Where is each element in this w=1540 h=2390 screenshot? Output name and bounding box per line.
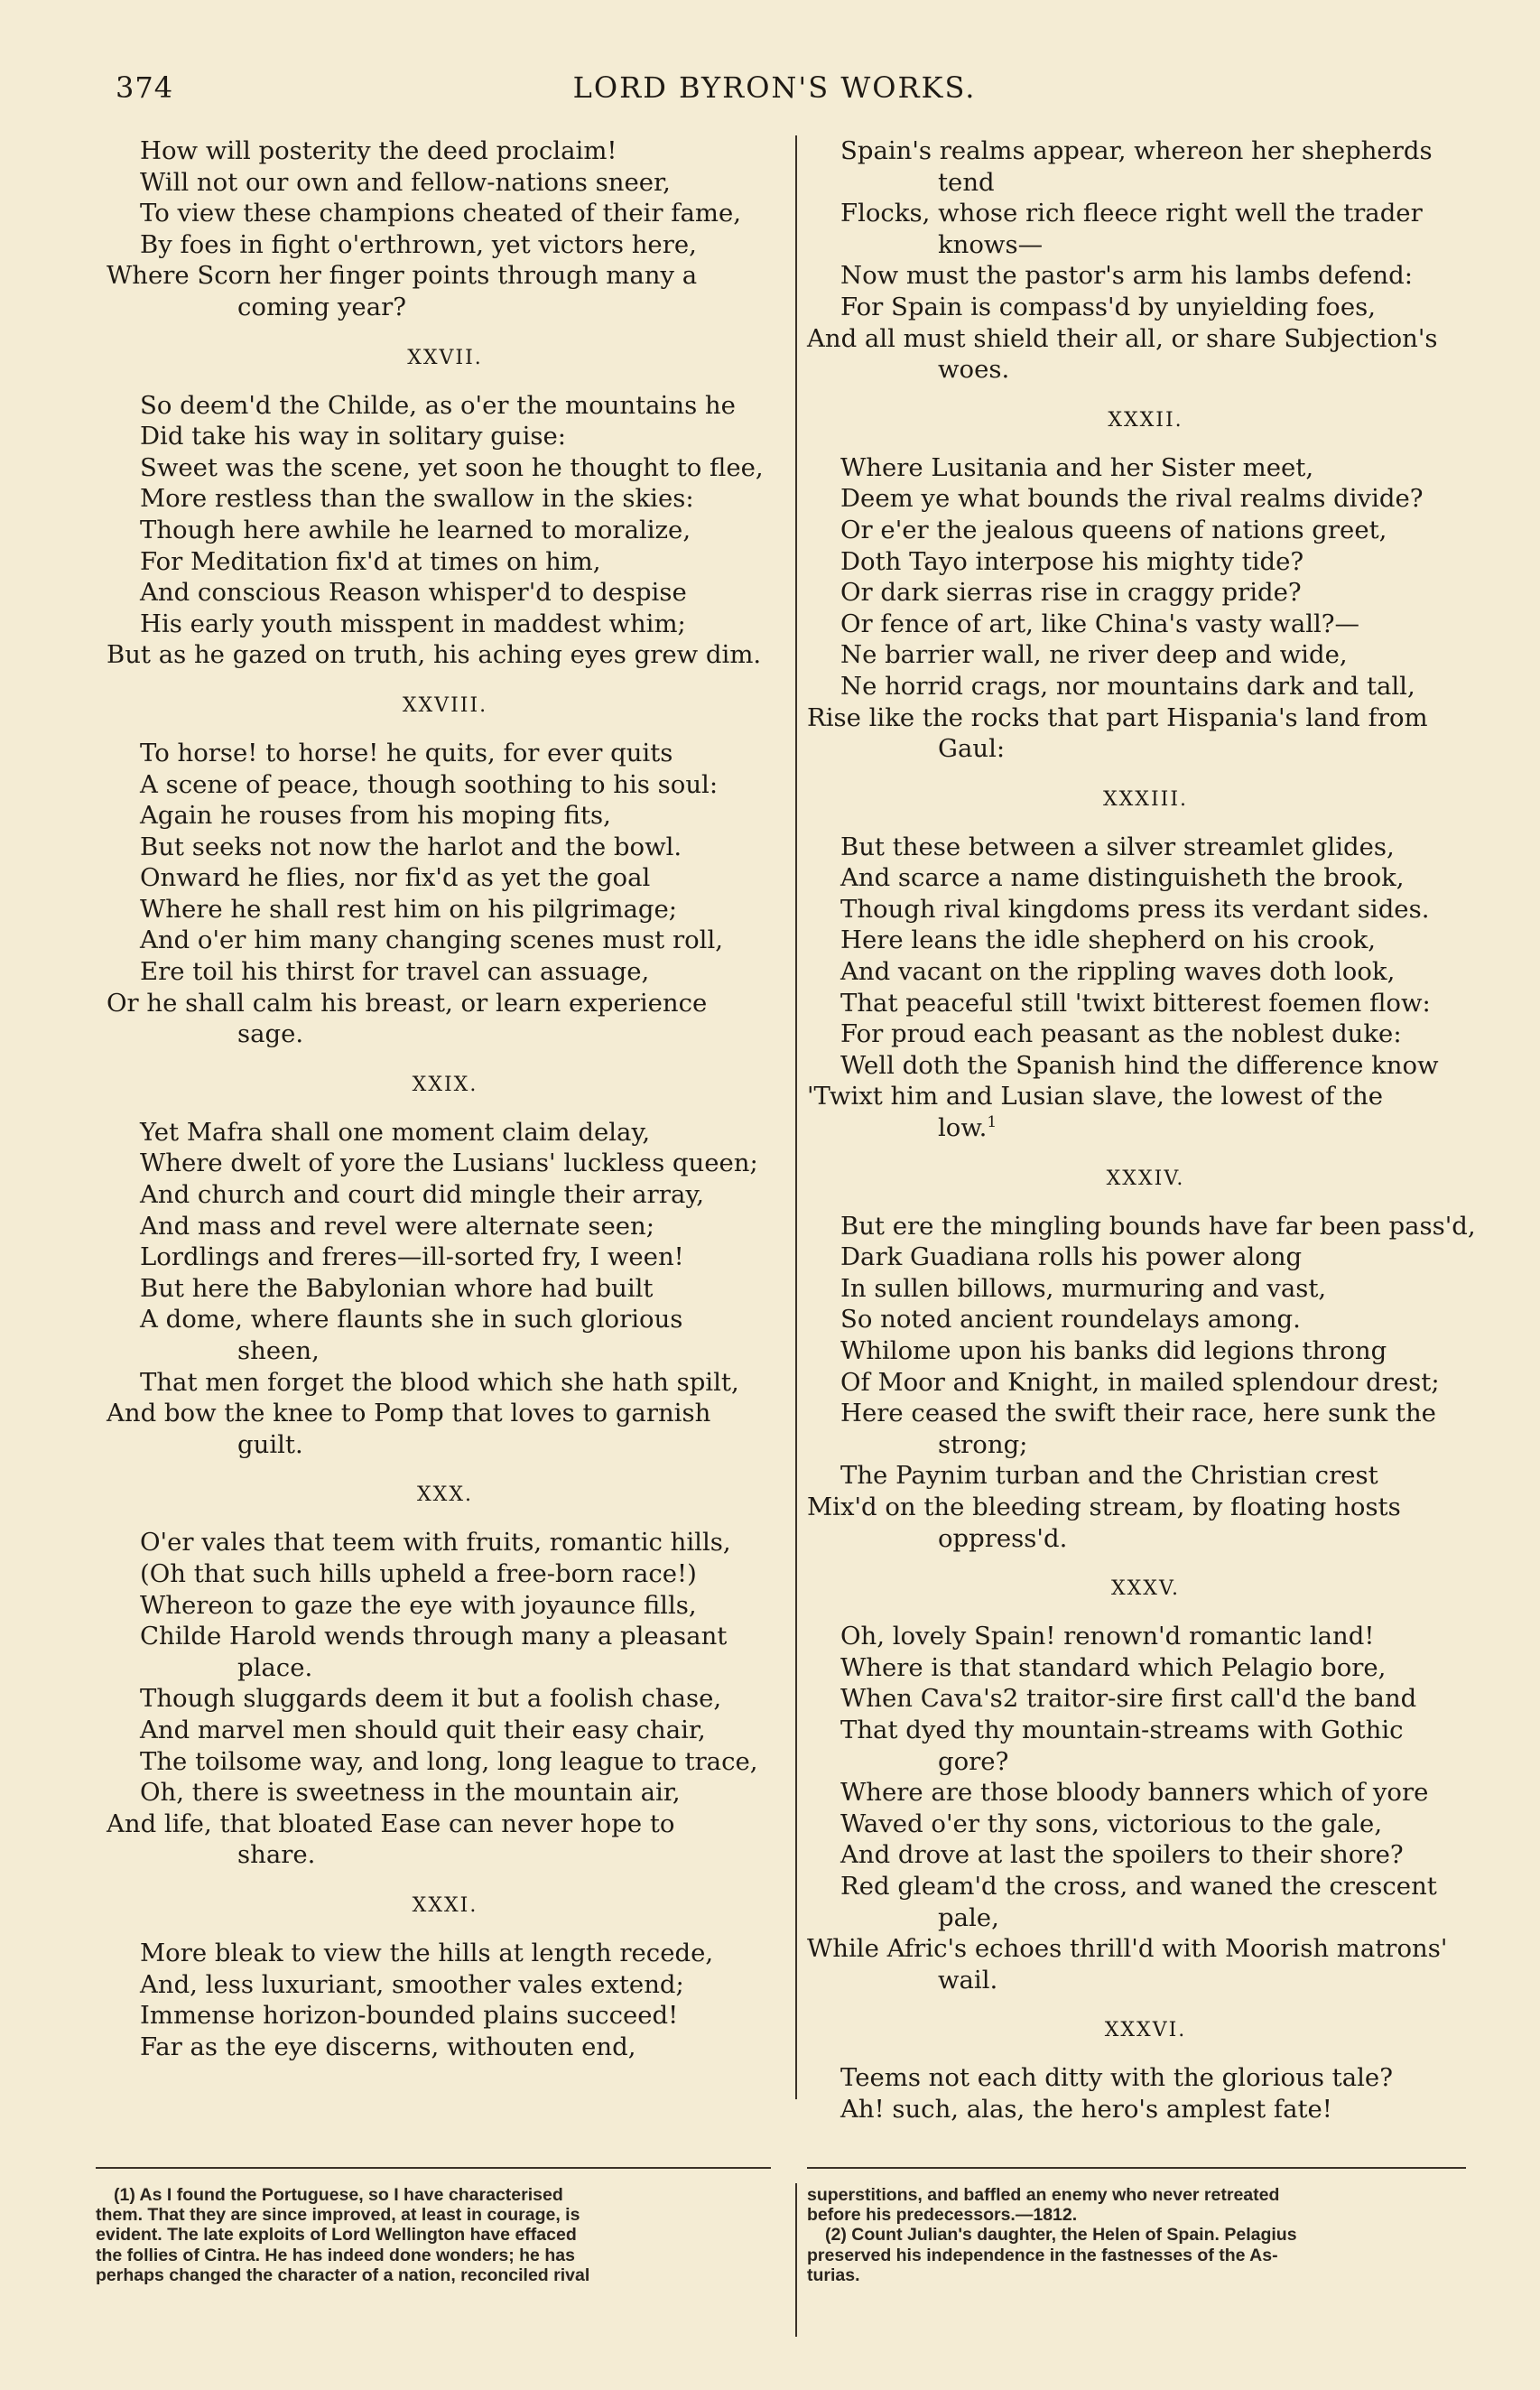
stanza-numeral: XXXV. [1110,1577,1181,1601]
footnote-line: the follies of Cintra. He has indeed done wonders; he has [96,2245,575,2265]
verse-line: But here the Babylonian whore had built [140,1273,654,1303]
verse-line: And life, that bloated Ease can never hope to [107,1809,675,1838]
verse-line: Yet Mafra shall one moment claim delay, [140,1117,651,1147]
verse-line: Though here awhile he learned to moralize, [140,515,691,544]
verse-line: Mix'd on the bleeding stream, by floating hosts [807,1492,1401,1521]
verse-line: So deem'd the Childe, as o'er the mountains he [140,390,736,420]
verse-line: Doth Tayo interpose his mighty tide? [840,546,1304,576]
verse-line: Though sluggards deem it but a foolish chase, [140,1684,722,1714]
verse-line: Where is that standard which Pelagio bore, [840,1652,1387,1682]
verse-line: Where dwelt of yore the Lusians' luckless queen; [140,1149,758,1178]
footnote-line: superstitions, and baffled an enemy who never retreated [807,2185,1280,2205]
page-header [116,70,1433,116]
verse-line: The Paynim turban and the Christian crest [840,1461,1378,1491]
verse-line-continuation: place. [237,1652,313,1682]
verse-line: To view these champions cheated of their fame, [140,199,741,228]
verse-line: That dyed thy mountain-streams with Gothic [840,1715,1404,1744]
footnote-column-divider [795,2183,797,2337]
verse-line: Spain's realms appear, whereon her shepherds [840,136,1433,165]
stanza-numeral: XXX. [417,1483,473,1507]
verse-line-continuation: sheen, [237,1336,320,1365]
verse-line: But ere the mingling bounds have far been pass'd, [840,1211,1476,1241]
verse-line: Whilome upon his banks did legions throng [840,1336,1387,1365]
stanza-numeral: XXXII. [1108,408,1183,432]
stanza-numeral: XXXIII. [1102,787,1189,811]
verse-line-continuation: Gaul: [938,734,1006,764]
footnote-line: preserved his independence in the fastnesses of the As- [807,2245,1278,2265]
footnote-rule [807,2167,1466,2169]
footnote-line: (2) Count Julian's daughter, the Helen of Spain. Pelagius [825,2225,1297,2246]
verse-line: Oh, lovely Spain! renown'd romantic land! [840,1622,1375,1651]
verse-line: Where Scorn her finger points through many a [107,261,698,291]
verse-line: And marvel men should quit their easy chair, [140,1715,706,1744]
footnote-line: them. That they are since improved, at least in courage, is [96,2205,580,2226]
verse-line: But seeks not now the harlot and the bowl. [140,832,682,861]
verse-line: And church and court did mingle their array, [140,1180,704,1210]
verse-line-continuation: gore? [938,1746,1009,1776]
stanza-numeral: XXVII. [407,346,483,369]
column-divider [795,135,797,2099]
verse-line-continuation: knows— [938,229,1044,259]
verse-line: Childe Harold wends through many a pleasant [140,1622,728,1651]
verse-line: Where he shall rest him on his pilgrimage; [140,894,678,924]
verse-line: And o'er him many changing scenes must roll, [140,925,724,955]
verse-line: Of Moor and Knight, in mailed splendour drest; [840,1367,1440,1397]
footnote-line: before his predecessors.—1812. [807,2205,1078,2226]
stanza-numeral: XXXI. [412,1893,478,1917]
verse-line: And, less luxuriant, smoother vales extend; [140,1969,684,1999]
verse-line: Or e'er the jealous queens of nations greet, [840,515,1387,544]
verse-line: So noted ancient roundelays among. [840,1305,1301,1334]
right-column [807,135,1484,2125]
verse-line-continuation: pale, [938,1902,999,1932]
verse-line: Sweet was the scene, yet soon he thought to flee, [140,452,764,482]
verse-line-continuation: strong; [938,1429,1028,1459]
verse-line: Or dark sierras rise in craggy pride? [840,578,1302,608]
footnotes-right [807,2185,1471,2285]
verse-line: Or fence of art, like China's vasty wall?— [840,609,1360,638]
verse-line: In sullen billows, murmuring and vast, [840,1273,1327,1303]
footnotes-left [96,2185,771,2285]
footnote-line: (1) As I found the Portuguese, so I have characterised [114,2185,563,2205]
verse-line: Did take his way in solitary guise: [140,422,567,451]
verse-line: Here leans the idle shepherd on his crook, [840,925,1377,955]
verse-line: That peaceful still 'twixt bitterest foemen flow: [840,988,1431,1018]
verse-line-continuation: woes. [938,355,1010,385]
verse-line: Rise like the rocks that part Hispania's land from [807,702,1428,732]
running-title: LORD BYRON'S WORKS. [572,70,977,105]
verse-line: How will posterity the deed proclaim! [140,136,617,165]
page-number: 374 [116,70,174,105]
verse-line: For Meditation fix'd at times on him, [140,546,601,576]
verse-line: A dome, where flaunts she in such glorious [140,1305,683,1334]
stanza-numeral: XXVIII. [402,693,488,717]
verse-line: Dark Guadiana rolls his power along [840,1242,1303,1272]
footnote-line: evident. The late exploits of Lord Wellington have effaced [96,2225,577,2246]
verse-line: Teems not each ditty with the glorious tale? [840,2063,1393,2093]
verse-line-continuation: wail. [938,1965,998,1995]
verse-line: Where are those bloody banners which of yore [840,1778,1429,1808]
verse-line: To horse! to horse! he quits, for ever quits [140,738,673,767]
footnote-ref: 1 [987,1113,997,1132]
footnote-line: turias. [807,2264,860,2285]
verse-line: For proud each peasant as the noblest duke: [840,1019,1402,1049]
verse-line: His early youth misspent in maddest whim; [140,609,686,638]
verse-line: And vacant on the rippling waves doth look, [840,957,1396,987]
stanza-numeral: XXIX. [412,1073,478,1096]
verse-line: Onward he flies, nor fix'd as yet the goal [140,863,651,893]
verse-line: And conscious Reason whisper'd to despise [140,578,687,608]
verse-line: Immense horizon-bounded plains succeed! [140,2001,679,2031]
verse-line: While Afric's echoes thrill'd with Moorish matrons' [807,1934,1448,1964]
verse-line: For Spain is compass'd by unyielding foes, [840,292,1376,321]
verse-line-continuation: guilt. [237,1429,303,1459]
verse-line: A scene of peace, though soothing to his soul: [140,769,719,799]
verse-line: Whereon to gaze the eye with joyaunce fills, [140,1590,697,1620]
verse-line-continuation: share. [237,1840,316,1870]
verse-line-continuation: oppress'd. [938,1523,1068,1553]
verse-line: More restless than the swallow in the skies: [140,484,694,514]
verse-line: Ah! such, alas, the hero's amplest fate! [840,2094,1332,2124]
verse-line: And bow the knee to Pomp that loves to garnish [107,1399,711,1428]
left-column [107,135,784,2062]
verse-line: Red gleam'd the cross, and waned the crescent [840,1871,1437,1901]
verse-text: low. [938,1113,988,1143]
verse-line: And drove at last the spoilers to their shore? [840,1840,1404,1870]
verse-line: Or he shall calm his breast, or learn experience [107,988,708,1018]
verse-line: But these between a silver streamlet glides, [840,832,1395,861]
verse-line: And mass and revel were alternate seen; [140,1211,655,1241]
verse-line: 'Twixt him and Lusian slave, the lowest of the [807,1082,1384,1111]
verse-line: By foes in fight o'erthrown, yet victors here, [140,229,697,259]
verse-line: O'er vales that teem with fruits, romantic hills, [140,1528,731,1558]
verse-line: And scarce a name distinguisheth the brook, [840,863,1405,893]
footnote-rule [96,2167,771,2169]
verse-line: That men forget the blood which she hath spilt, [140,1367,739,1397]
verse-line: Deem ye what bounds the rival realms divide? [840,484,1424,514]
verse-line: Again he rouses from his moping fits, [140,801,611,831]
verse-line: More bleak to view the hills at length recede, [140,1938,714,1967]
verse-line: Lordlings and freres—ill-sorted fry, I ween! [140,1242,684,1272]
verse-line: Will not our own and fellow-nations sneer, [140,167,671,197]
verse-line: Flocks, whose rich fleece right well the trader [840,199,1423,228]
verse-line: Though rival kingdoms press its verdant sides. [840,894,1430,924]
verse-line: The toilsome way, and long, long league to trace, [140,1746,758,1776]
verse-line-continuation: coming year? [237,292,406,321]
verse-line: Ne horrid crags, nor mountains dark and tall, [840,671,1415,701]
footnote-line: perhaps changed the character of a nation, reconciled rival [96,2264,590,2285]
verse-line: And all must shield their all, or share Subjection's [807,323,1438,353]
verse-line: Well doth the Spanish hind the difference know [840,1050,1439,1080]
verse-line: Here ceased the swift their race, here sunk the [840,1399,1436,1428]
verse-line: When Cava's2 traitor-sire first call'd the band [840,1684,1417,1714]
stanza-numeral: XXXVI. [1104,2019,1187,2042]
verse-line-continuation: tend [938,167,995,197]
verse-line-continuation: sage. [237,1019,304,1049]
verse-line: Oh, there is sweetness in the mountain air, [140,1778,681,1808]
verse-line: Waved o'er thy sons, victorious to the gale, [840,1809,1383,1838]
verse-line: Ere toil his thirst for travel can assuage, [140,957,650,987]
verse-line: Now must the pastor's arm his lambs defend: [840,261,1414,291]
verse-line-continuation [807,1112,1484,1144]
verse-line: Ne barrier wall, ne river deep and wide, [840,640,1348,670]
verse-line: (Oh that such hills upheld a free-born race!) [140,1558,697,1588]
stanza-numeral: XXXIV. [1106,1167,1185,1190]
verse-line: But as he gazed on truth, his aching eyes grew dim. [107,640,762,670]
verse-line: Where Lusitania and her Sister meet, [840,452,1314,482]
verse-line: Far as the eye discerns, withouten end, [140,2032,636,2061]
